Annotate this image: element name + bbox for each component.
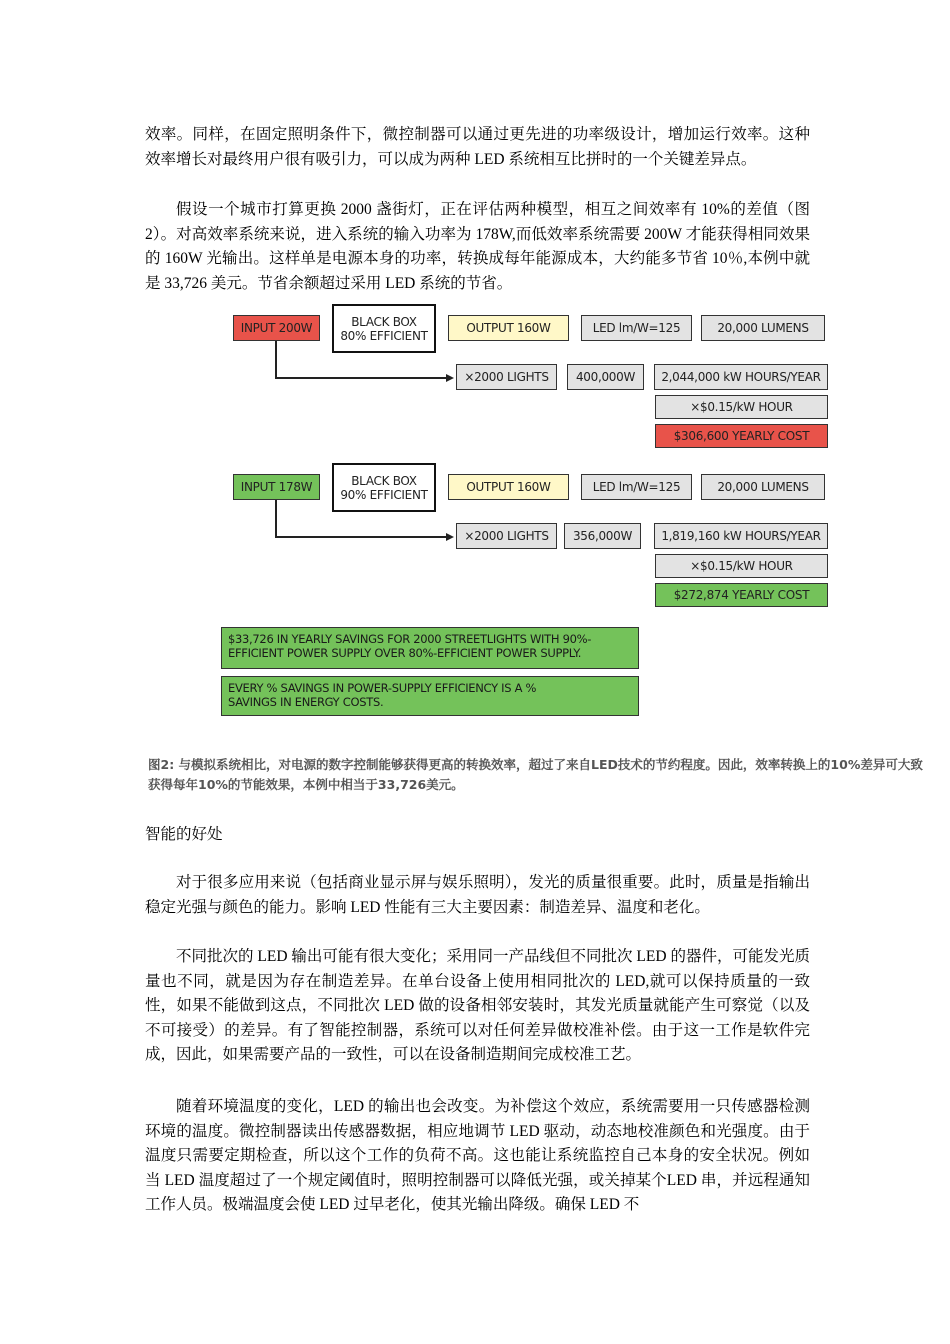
lumens-box-1: 20,000 LUMENS bbox=[701, 315, 825, 341]
efficiency-note-line2: SAVINGS IN ENERGY COSTS. bbox=[228, 695, 384, 709]
blackbox-90-line1: BLACK BOX bbox=[351, 473, 417, 488]
efficiency-note-line1: EVERY % SAVINGS IN POWER-SUPPLY EFFICIENCY IS A % bbox=[228, 681, 537, 695]
blackbox-90-line2: 90% EFFICIENT bbox=[340, 487, 428, 502]
savings-note-line1: $33,726 IN YEARLY SAVINGS FOR 2000 STREETLIGHTS WITH 90%- bbox=[228, 632, 592, 646]
section-heading: 智能的好处 bbox=[145, 826, 223, 843]
connector-horizontal-1 bbox=[275, 377, 447, 379]
rate-box-1: ×$0.15/kW HOUR bbox=[655, 395, 828, 419]
rate-box-2: ×$0.15/kW HOUR bbox=[655, 554, 828, 578]
connector-vertical-2 bbox=[275, 500, 277, 537]
yearly-cost-box-1: $306,600 YEARLY COST bbox=[655, 424, 828, 448]
hours-box-2: 1,819,160 kW HOURS/YEAR bbox=[654, 523, 828, 549]
paragraph-temperature: 随着环境温度的变化，LED 的输出也会改变。为补偿这个效应，系统需要用一只传感器检测环境的温度。微控制器读出传感器数据，相应地调节 LED 驱动，动态地校准颜色和光强度。由于温度只需要定期检查，所以这个工作的负荷不高。这也能让系统监控自己本身的安全状况。例如当 LED 温度超过了一个规定阈值时，照明控制器可以降低光强，或关掉某个LED 串，并远程通知工作人员。极端温度会使 LED 过早老化，使其光输出降级。确保 LED 不 bbox=[145, 1098, 810, 1213]
input-200w-box: INPUT 200W bbox=[233, 315, 320, 341]
blackbox-80-line2: 80% EFFICIENT bbox=[340, 328, 428, 343]
connector-vertical-1 bbox=[275, 341, 277, 378]
yearly-cost-box-2: $272,874 YEARLY COST bbox=[655, 583, 828, 607]
arrow-head-1 bbox=[446, 374, 454, 382]
paragraph-manufacturing-variance: 不同批次的 LED 输出可能有很大变化；采用同一产品线但不同批次 LED 的器件，可能发光质量也不同，就是因为存在制造差异。在单台设备上使用相同批次的 LED,就可以保持质量的一致性，如果不能做到这点，不同批次 LED 做的设备相邻安装时，其发光质量就能产生可察觉（以及不可接受）的差异。有了智能控制器，系统可以对任何差异做校准补偿。由于这一工作是软件完成，因此，如果需要产品的一致性，可以在设备制造期间完成校准工艺。 bbox=[145, 948, 810, 1063]
savings-note-box bbox=[221, 627, 639, 669]
watts-box-2: 356,000W bbox=[564, 523, 641, 549]
lumens-box-2: 20,000 LUMENS bbox=[701, 474, 825, 500]
connector-horizontal-2 bbox=[275, 536, 447, 538]
blackbox-90-box bbox=[332, 463, 436, 512]
arrow-head-2 bbox=[446, 533, 454, 541]
efficiency-note-box bbox=[221, 676, 639, 716]
lmw-box-2: LED lm/W=125 bbox=[581, 474, 692, 500]
figure-caption: 图2: 与模拟系统相比，对电源的数字控制能够获得更高的转换效率，超过了来自LED技术的节约程度。因此，效率转换上的10%差异可大致获得每年10%的节能效果，本例中相当于33,726美元。 bbox=[148, 757, 923, 792]
output-160w-box-1: OUTPUT 160W bbox=[448, 315, 569, 341]
input-178w-box: INPUT 178W bbox=[233, 474, 320, 500]
lights-box-2: ×2000 LIGHTS bbox=[456, 523, 557, 549]
paragraph-streetlight-example: 假设一个城市打算更换 2000 盏街灯，正在评估两种模型，相互之间效率有 10%的差值（图 2）。对高效率系统来说，进入系统的输入功率为 178W,而低效率系统需要 200W 才能获得相同效果的 160W 光输出。这样单是电源本身的功率，转换成每年能源成本，大约能多节省 10％,本例中就是 33,726 美元。节省余额超过采用 LED 系统的节省。 bbox=[145, 201, 810, 292]
lmw-box-1: LED lm/W=125 bbox=[581, 315, 692, 341]
savings-note-line2: EFFICIENT POWER SUPPLY OVER 80%-EFFICIENT POWER SUPPLY. bbox=[228, 646, 582, 660]
blackbox-80-line1: BLACK BOX bbox=[351, 314, 417, 329]
output-160w-box-2: OUTPUT 160W bbox=[448, 474, 569, 500]
lights-box-1: ×2000 LIGHTS bbox=[456, 364, 557, 390]
blackbox-80-box bbox=[332, 304, 436, 353]
paragraph-efficiency-intro: 效率。同样，在固定照明条件下，微控制器可以通过更先进的功率级设计，增加运行效率。这种效率增长对最终用户很有吸引力，可以成为两种 LED 系统相互比拼时的一个关键差异点。 bbox=[145, 126, 810, 168]
hours-box-1: 2,044,000 kW HOURS/YEAR bbox=[654, 364, 828, 390]
watts-box-1: 400,000W bbox=[567, 364, 644, 390]
paragraph-quality-factors: 对于很多应用来说（包括商业显示屏与娱乐照明），发光的质量很重要。此时，质量是指输出稳定光强与颜色的能力。影响 LED 性能有三大主要因素：制造差异、温度和老化。 bbox=[145, 874, 810, 916]
